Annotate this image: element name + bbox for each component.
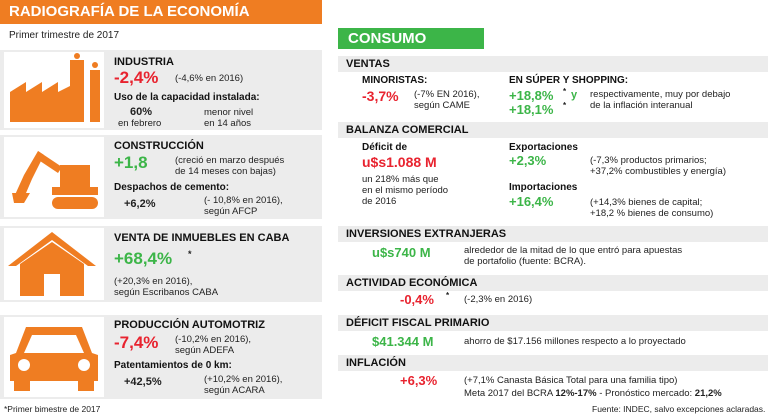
construccion-title: CONSTRUCCIÓN	[114, 140, 204, 152]
deficit-note-1: un 218% más que	[362, 174, 439, 185]
house-icon	[4, 228, 104, 300]
capacidad-value: 60%	[130, 106, 153, 118]
minoristas-note-1: (-7% EN 2016),	[414, 89, 480, 100]
despachos-value: +6,2%	[124, 198, 156, 210]
page-title: RADIOGRAFÍA DE LA ECONOMÍA	[0, 0, 322, 24]
deficit-fiscal-header: DÉFICIT FISCAL PRIMARIO	[338, 315, 768, 331]
industria-value: -2,4%	[114, 68, 159, 87]
industria-title: INDUSTRIA	[114, 56, 174, 68]
minoristas-value: -3,7%	[362, 88, 399, 104]
industria-note: (-4,6% en 2016)	[175, 73, 244, 84]
importaciones-note-1: (+14,3% bienes de capital;	[590, 197, 703, 208]
inversiones-note-1: alrededor de la mitad de lo que entró para apuestas	[464, 245, 683, 256]
importaciones-note-2: +18,2 % bienes de consumo)	[590, 208, 714, 219]
automotriz-note-1: (-10,2% en 2016),	[175, 334, 252, 345]
inmuebles-value: +68,4%	[114, 249, 173, 268]
super-value-2: +18,1%	[509, 102, 554, 117]
super-label: EN SÚPER Y SHOPPING:	[509, 75, 629, 86]
patentamientos-label: Patentamientos de 0 km:	[114, 360, 232, 371]
inflacion-note: (+7,1% Canasta Básica Total para una familia tipo)	[464, 375, 678, 386]
meta-prefix: Meta 2017 del BCRA	[464, 388, 553, 399]
deficit-note-3: de 2016	[362, 196, 397, 207]
inmuebles-star: *	[188, 249, 192, 259]
importaciones-label: Importaciones	[509, 182, 578, 193]
super-star-2: *	[563, 101, 567, 110]
patentamientos-note-2: según ACARA	[204, 385, 265, 396]
source-note: Fuente: INDEC, salvo excepciones aclaradas.	[592, 404, 766, 414]
inversiones-note-2: de portafolio (fuente: BCRA).	[464, 256, 586, 267]
patentamientos-note-1: (+10,2% en 2016),	[204, 374, 283, 385]
actividad-header: ACTIVIDAD ECONÓMICA	[338, 275, 768, 291]
inflacion-meta	[464, 388, 722, 399]
inmuebles-title: VENTA DE INMUEBLES EN CABA	[114, 232, 290, 244]
meta-value: 12%-17%	[555, 388, 597, 399]
automotriz-note-2: según ADEFA	[175, 345, 235, 356]
despachos-note-1: (- 10,8% en 2016),	[204, 195, 283, 206]
construccion-note-1: (creció en marzo después	[175, 155, 285, 166]
super-note-1: respectivamente, muy por debajo	[590, 89, 731, 100]
footnote: *Primer bimestre de 2017	[4, 404, 101, 414]
car-icon	[4, 317, 104, 397]
deficit-note-2: en el mismo período	[362, 185, 449, 196]
despachos-label: Despachos de cemento:	[114, 182, 230, 193]
minoristas-note-2: según CAME	[414, 100, 470, 111]
patentamientos-value: +42,5%	[124, 376, 162, 388]
capacidad-label: Uso de la capacidad instalada:	[114, 92, 260, 103]
ventas-header: VENTAS	[338, 56, 768, 72]
super-value-1: +18,8%	[509, 88, 554, 103]
exportaciones-note-1: (-7,3% productos primarios;	[590, 155, 707, 166]
balanza-header: BALANZA COMERCIAL	[338, 122, 768, 138]
inversiones-value: u$s740 M	[372, 245, 431, 260]
meta-value-2: 21,2%	[694, 388, 722, 399]
inmuebles-note-1: (+20,3% en 2016),	[114, 276, 193, 287]
despachos-note-2: según AFCP	[204, 206, 258, 217]
capacidad-when: en febrero	[118, 118, 162, 129]
factory-icon	[4, 52, 104, 128]
exportaciones-label: Exportaciones	[509, 142, 578, 153]
deficit-fiscal-note: ahorro de $17.156 millones respecto a lo proyectado	[464, 336, 686, 347]
deficit-label: Déficit de	[362, 142, 408, 153]
super-and: y	[571, 89, 578, 101]
super-note-2: de la inflación interanual	[590, 100, 693, 111]
inmuebles-note-2: según Escribanos CABA	[114, 287, 219, 298]
deficit-value: u$s1.088 M	[362, 154, 437, 170]
page-subtitle: Primer trimestre de 2017	[9, 30, 120, 41]
exportaciones-value: +2,3%	[509, 153, 547, 168]
deficit-fiscal-value: $41.344 M	[372, 334, 434, 349]
capacidad-note-2: en 14 años	[204, 118, 252, 129]
consumo-title: CONSUMO	[338, 28, 484, 49]
actividad-note: (-2,3% en 2016)	[464, 294, 533, 305]
actividad-value: -0,4%	[400, 292, 434, 307]
capacidad-note-1: menor nivel	[204, 107, 254, 118]
minoristas-label: MINORISTAS:	[362, 75, 428, 86]
importaciones-value: +16,4%	[509, 194, 554, 209]
automotriz-value: -7,4%	[114, 333, 159, 352]
construccion-note-2: de 14 meses con bajas)	[175, 166, 276, 177]
construccion-value: +1,8	[114, 153, 148, 172]
meta-mid: - Pronóstico mercado:	[599, 388, 693, 399]
inflacion-value: +6,3%	[400, 373, 438, 388]
excavator-icon	[4, 137, 104, 217]
inflacion-header: INFLACIÓN	[338, 355, 768, 371]
automotriz-title: PRODUCCIÓN AUTOMOTRIZ	[114, 319, 265, 331]
exportaciones-note-2: +37,2% combustibles y energía)	[590, 166, 726, 177]
actividad-star: *	[446, 291, 450, 300]
inversiones-header: INVERSIONES EXTRANJERAS	[338, 226, 768, 242]
super-star-1: *	[563, 87, 567, 96]
